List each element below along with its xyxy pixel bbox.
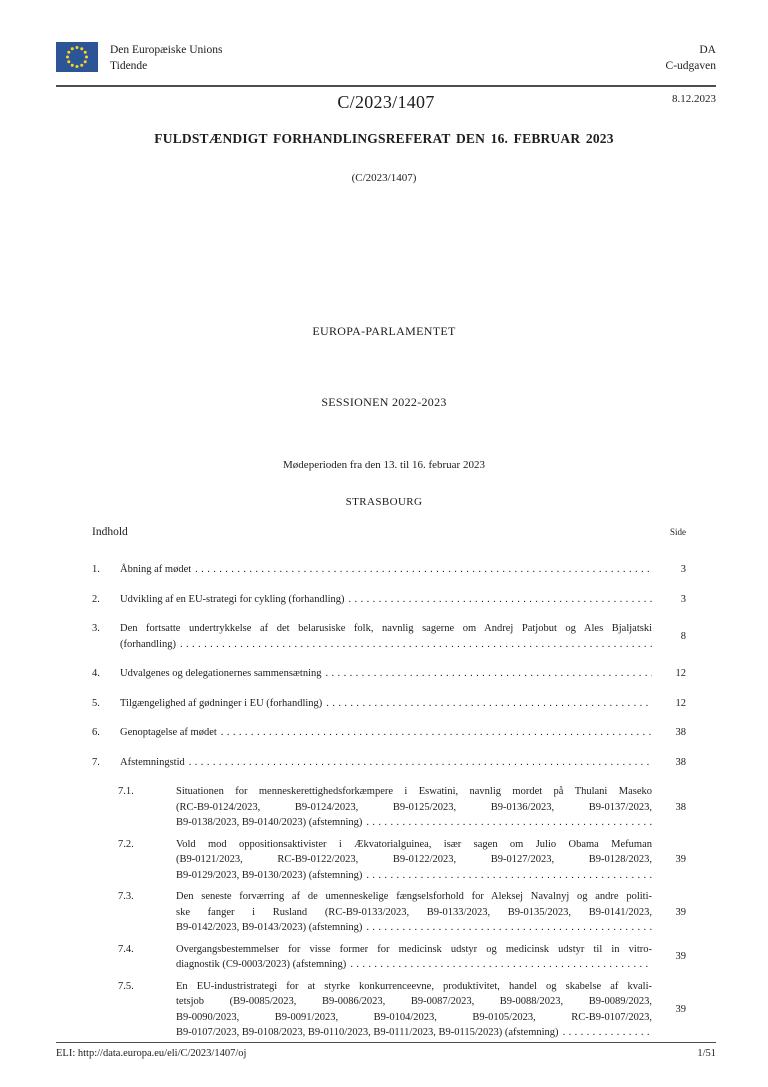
toc-entry [92,621,686,652]
document-reference: (C/2023/1407) [351,172,417,184]
publication-date: 8.12.2023 [672,93,716,105]
toc-entry-text [120,696,652,712]
toc-entry-number: 7. [92,756,100,768]
toc-entry-page-number: 3 [680,593,686,605]
header-divider [56,85,716,87]
dot-leader [346,957,652,973]
toc-entry [92,942,686,973]
toc-entry-line: Afstemningstid ..... [120,755,652,771]
toc-page-column-label: Side [669,527,686,537]
eli-link[interactable]: ELI: http://data.europa.eu/eli/C/2023/1407/oj [56,1048,247,1059]
toc-entry-number: 4. [92,668,100,679]
toc-entry-page-number: 39 [675,951,686,963]
footer-divider [56,1042,716,1043]
toc-heading: Indhold [92,526,128,538]
edition-label: C-udgaven [665,60,716,72]
dot-leader [362,920,652,936]
toc-entry-page-number: 8 [680,630,686,642]
toc-entry-page-number: 12 [675,697,686,709]
sitting-location: STRASBOURG [345,496,423,508]
page-header [56,42,716,113]
toc-entry-text [120,755,652,771]
page-footer [56,1042,716,1059]
toc-entry-text [120,725,652,741]
institution-name: EUROPA-PARLAMENTET [312,324,456,338]
toc-entry-page-number: 38 [675,801,686,813]
toc-entry-page-number: 39 [675,906,686,918]
toc-entry-line: Åbning af mødet ..... [120,562,652,578]
toc-entry-line: Overgangsbestemmelser for visse former for medicinsk udstyr og medicinsk udstyr til in vitro- [176,943,652,955]
dot-leader [191,562,652,578]
toc-entry-line: (B9-0121/2023, RC-B9-0122/2023, B9-0122/2023, B9-0127/2023, B9-0128/2023, [176,854,652,865]
toc-entry-line: diagnostik (C9-0003/2023) (afstemning) ..... [176,957,652,973]
toc-entry [92,592,686,608]
publisher-line2: Tidende [110,60,148,72]
toc-entry-line: ske fanger i Rusland (RC-B9-0133/2023, B9-0133/2023, B9-0135/2023, B9-0141/2023, [176,906,652,918]
page-indicator: 1/51 [697,1048,716,1059]
toc-entry-page-number: 38 [675,756,686,768]
toc-entry-number: 7.5. [118,980,134,992]
dot-leader [176,637,652,653]
toc-entry-line: Udvalgenes og delegationernes sammensætning ..... [120,666,652,682]
toc-entry-text [176,979,652,1041]
toc-entry-line: tetsjob (B9-0085/2023, B9-0086/2023, B9-0087/2023, B9-0088/2023, B9-0089/2023, [176,996,652,1007]
toc-entry-line: Situationen for menneskerettighedsforkæmpere i Eswatini, navnlig mordet på Thulani Maseko [176,786,652,797]
toc-entry-line: B9-0129/2023, B9-0130/2023) (afstemning) ..... [176,868,652,884]
toc-entry-line: Vold mod oppositionsaktivister i Ækvatorialguinea, især sagen om Julio Obama Mefuman [176,838,652,850]
toc-entry-line: Genoptagelse af mødet ..... [120,725,652,741]
toc-entry-page-number: 39 [675,1003,686,1015]
toc-entry [92,784,686,831]
dot-leader [217,725,652,741]
session-label: SESSIONEN 2022-2023 [321,395,447,409]
toc-entry [92,562,686,578]
toc-entry-line: Udvikling af en EU-strategi for cykling (forhandling) ..... [120,592,652,608]
toc-entry-number: 7.3. [118,891,134,902]
toc-entry-number: 7.2. [118,838,134,850]
toc-entry-line: En EU-industristrategi for at styrke konkurrenceevne, produktivitet, handel og skabelse af kvali- [176,980,652,992]
toc-entry-page-number: 38 [675,727,686,738]
toc-header [92,526,686,538]
toc-entry [92,696,686,712]
dot-leader [322,666,653,682]
toc-list [92,562,686,1047]
toc-entry-page-number: 39 [675,854,686,865]
document-number: C/2023/1407 [337,92,435,112]
toc-entry-text [120,562,652,578]
toc-entry [92,979,686,1041]
toc-entry-number: 7.1. [118,786,134,797]
toc-entry-line: B9-0107/2023, B9-0108/2023, B9-0110/2023, B9-0111/2023, B9-0115/2023) (afstemning) ..... [176,1025,652,1041]
publisher-line1: Den Europæiske Unions [110,44,223,56]
toc-entry-line: B9-0142/2023, B9-0143/2023) (afstemning) ..... [176,920,652,936]
toc-entry-line: (RC-B9-0124/2023, B9-0124/2023, B9-0125/2023, B9-0136/2023, B9-0137/2023, [176,801,652,813]
toc-entry-number: 2. [92,593,100,605]
toc-entry-number: 7.4. [118,943,134,955]
toc-entry-text [120,592,652,608]
language-code: DA [699,44,716,56]
toc-entry-line: Den seneste forværring af de umenneskelige fængselsforhold for Aleksej Navalnyj og andre politi- [176,891,652,902]
dot-leader [559,1025,652,1041]
toc-entry-line: Den fortsatte undertrykkelse af det belarusiske folk, navnlig sagerne om Andrej Patjobut og Ales Bjaljatski [120,623,652,634]
toc-entry-text [120,621,652,652]
toc-entry-text [120,666,652,682]
toc-entry [92,837,686,884]
sitting-period: Mødeperioden fra den 13. til 16. februar 2023 [283,459,485,471]
dot-leader [362,868,652,884]
toc-entry-line: B9-0090/2023, B9-0091/2023, B9-0104/2023, B9-0105/2023, RC-B9-0107/2023, [176,1011,652,1023]
toc-entry-text [176,784,652,831]
toc-entry-text [176,889,652,936]
toc-entry-number: 3. [92,623,100,634]
toc-entry [92,725,686,741]
toc-entry [92,666,686,682]
dot-leader [362,815,652,831]
toc-entry-line: B9-0138/2023, B9-0140/2023) (afstemning) ..... [176,815,652,831]
toc-entry-page-number: 12 [675,668,686,679]
toc-entry-line: (forhandling) ..... [120,637,652,653]
document-title: FULDSTÆNDIGT FORHANDLINGSREFERAT DEN 16. FEBRUAR 2023 [154,131,614,146]
toc-entry-page-number: 3 [680,564,686,575]
publisher-name [110,42,222,74]
language-edition [666,42,716,74]
toc-entry-text [176,837,652,884]
dot-leader [322,696,652,712]
toc-entry-text [176,942,652,973]
dot-leader [185,755,652,771]
toc-entry-line: Tilgængelighed af gødninger i EU (forhandling) ..... [120,696,652,712]
eu-flag-icon [56,42,98,72]
toc-entry [92,889,686,936]
toc-entry [92,755,686,771]
toc-entry-number: 5. [92,697,100,709]
toc-entry-number: 1. [92,564,100,575]
toc-entry-number: 6. [92,727,100,738]
dot-leader [345,592,652,608]
